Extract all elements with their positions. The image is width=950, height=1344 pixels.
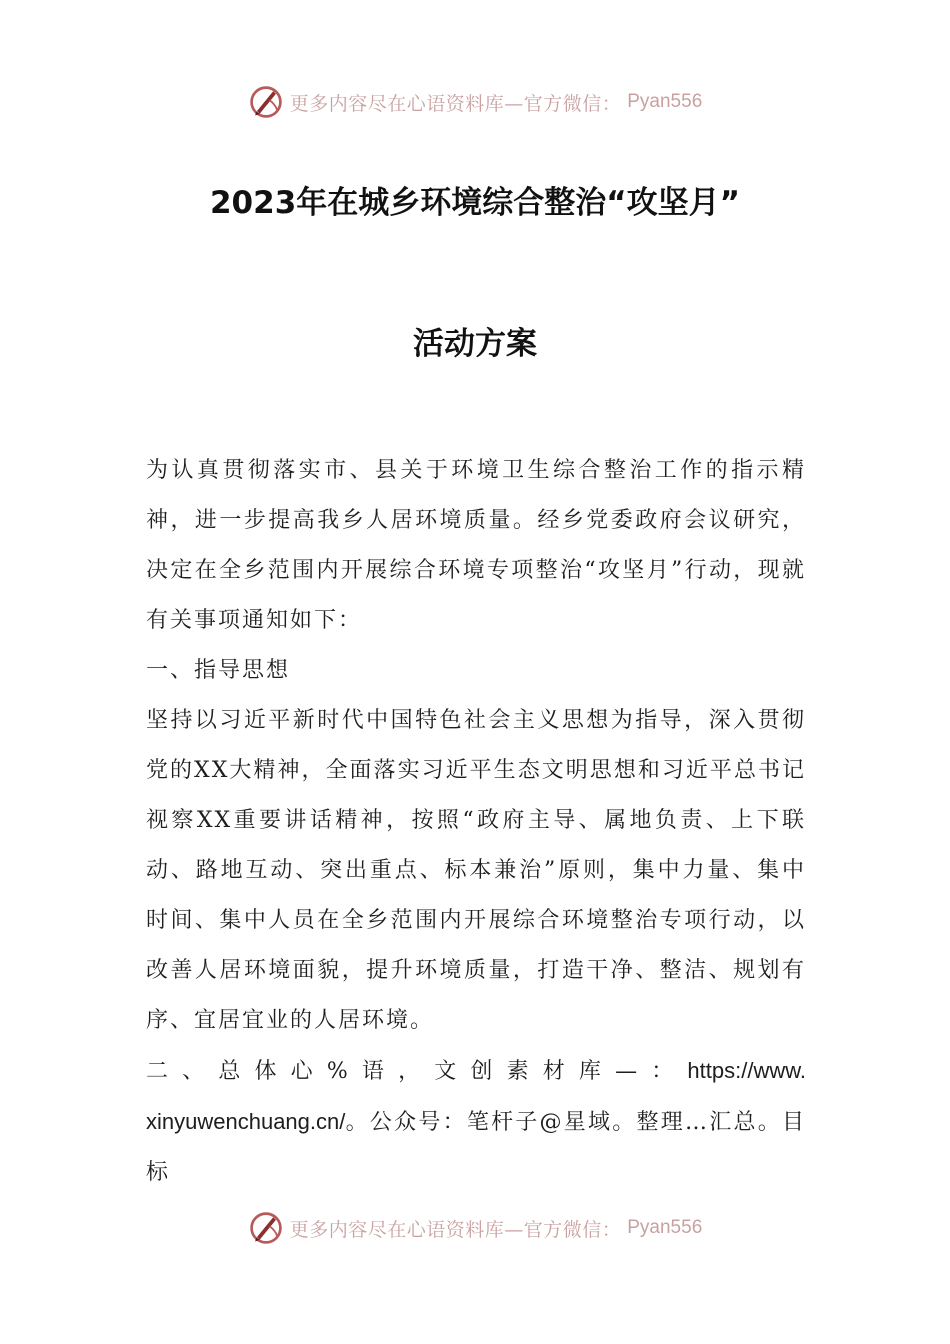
section2-suffix: 。公众号：笔杆子@星域。整理…汇总。目标: [146, 1110, 806, 1185]
document-title-line2: 活动方案: [413, 326, 537, 362]
watermark-text: 更多内容尽在心语资料库—官方微信：: [289, 1218, 622, 1241]
section2-prefix: 二、总体心%语，文创素材库—：: [146, 1059, 688, 1084]
document-title-line1: 2023年在城乡环境综合整治“攻坚月”: [209, 185, 741, 221]
footer-watermark-banner: [0, 1208, 950, 1248]
quill-logo-icon: [248, 84, 284, 120]
watermark-wechat-id: Pyan556: [627, 91, 703, 112]
quill-logo-icon: [248, 1210, 284, 1246]
document-body: [146, 446, 806, 1198]
intro-paragraph: 为认真贯彻落实市、县关于环境卫生综合整治工作的指示精神，进一步提高我乡人居环境质量。经乡党委政府会议研究，决定在全乡范围内开展综合环境专项整治“攻坚月”行动，现就有关事项通知如下：: [146, 458, 806, 633]
section2-heading: [146, 1046, 806, 1198]
watermark-text: 更多内容尽在心语资料库—官方微信：: [289, 92, 622, 115]
header-watermark-banner: [0, 82, 950, 122]
section2-url-link[interactable]: https://www.xinyuwenchuang.cn/: [146, 1058, 806, 1134]
watermark-wechat-id: Pyan556: [627, 1217, 703, 1238]
section1-paragraph: 坚持以习近平新时代中国特色社会主义思想为指导，深入贯彻党的XX大精神，全面落实习近平生态文明思想和习近平总书记视察XX重要讲话精神，按照“政府主导、属地负责、上下联动、路地互动、突出重点、标本兼治”原则，集中力量、集中时间、集中人员在全乡范围内开展综合环境整治专项行动，以改善人居环境面貌，提升环境质量，打造干净、整洁、规划有序、宜居宜业的人居环境。: [146, 708, 806, 1033]
section1-heading: 一、指导思想: [146, 658, 291, 683]
